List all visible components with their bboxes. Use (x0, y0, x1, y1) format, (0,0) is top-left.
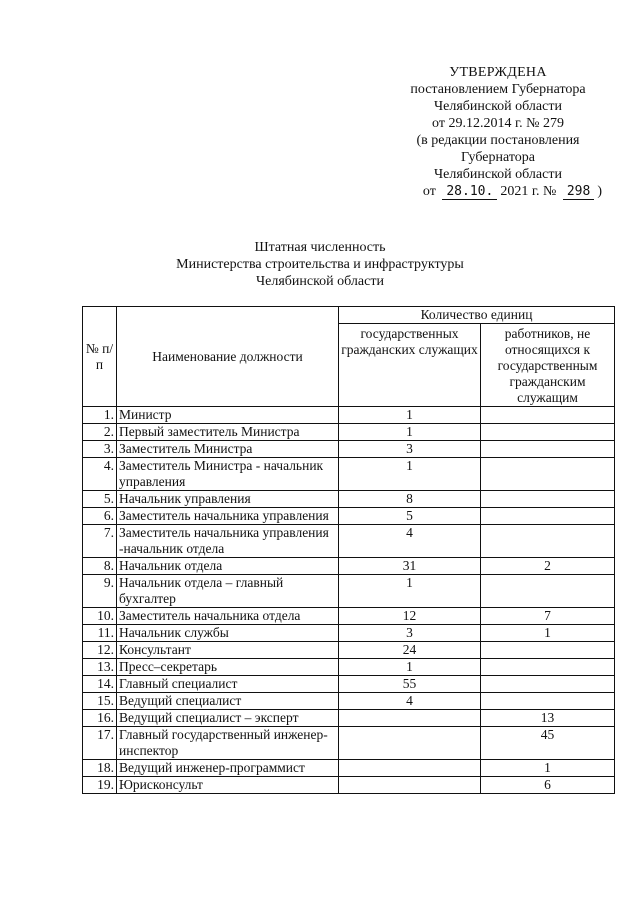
row-number: 3. (83, 441, 117, 458)
state-count: 3 (339, 441, 481, 458)
position-name: Начальник отдела – главный бухгалтер (117, 575, 339, 608)
other-count (481, 491, 615, 508)
table-row (83, 608, 615, 625)
staff-table (82, 306, 615, 794)
position-name: Пресс–секретарь (117, 659, 339, 676)
state-count: 8 (339, 491, 481, 508)
table-row (83, 407, 615, 424)
table-row (83, 642, 615, 659)
other-count (481, 659, 615, 676)
state-count: 55 (339, 676, 481, 693)
other-count (481, 407, 615, 424)
other-count: 2 (481, 558, 615, 575)
position-name: Начальник службы (117, 625, 339, 642)
title-line-1: Штатная численность (254, 240, 386, 255)
row-number: 6. (83, 508, 117, 525)
state-count (339, 777, 481, 794)
row-number: 18. (83, 760, 117, 777)
table-row (83, 710, 615, 727)
approval-line-1: постановлением Губернатора (410, 82, 586, 97)
other-count: 1 (481, 625, 615, 642)
header-row-1 (83, 307, 615, 324)
row-number: 17. (83, 727, 117, 760)
row-number: 9. (83, 575, 117, 608)
row-number: 15. (83, 693, 117, 710)
table-row (83, 693, 615, 710)
state-count: 12 (339, 608, 481, 625)
position-name: Главный государственный инженер-инспектор (117, 727, 339, 760)
header-other-employees: работников, не относящихся к государственным гражданским служащим (481, 324, 615, 407)
table-row (83, 760, 615, 777)
state-count (339, 760, 481, 777)
other-count (481, 676, 615, 693)
table-row (83, 777, 615, 794)
table-row (83, 508, 615, 525)
position-name: Первый заместитель Министра (117, 424, 339, 441)
other-count: 45 (481, 727, 615, 760)
state-count: 5 (339, 508, 481, 525)
other-count: 6 (481, 777, 615, 794)
title-line-3: Челябинской области (256, 274, 384, 289)
row-number: 10. (83, 608, 117, 625)
row-number: 5. (83, 491, 117, 508)
row-number: 19. (83, 777, 117, 794)
state-count: 1 (339, 458, 481, 491)
position-name: Заместитель Министра - начальник управления (117, 458, 339, 491)
approval-line-4: (в редакции постановления (416, 133, 580, 148)
table-row (83, 424, 615, 441)
position-name: Главный специалист (117, 676, 339, 693)
table-row (83, 558, 615, 575)
other-count: 13 (481, 710, 615, 727)
position-name: Ведущий специалист (117, 693, 339, 710)
position-name: Начальник управления (117, 491, 339, 508)
other-count (481, 525, 615, 558)
approval-line-5: Губернатора (460, 150, 536, 165)
position-name: Заместитель начальника отдела (117, 608, 339, 625)
state-count: 1 (339, 659, 481, 676)
position-name: Ведущий инженер-программист (117, 760, 339, 777)
position-name: Заместитель начальника управления (117, 508, 339, 525)
position-name: Начальник отдела (117, 558, 339, 575)
revision-date: 28.10. (442, 185, 497, 200)
header-num: № п/п (83, 307, 117, 407)
position-name: Министр (117, 407, 339, 424)
approval-line-6: Челябинской области (434, 167, 562, 182)
other-count (481, 508, 615, 525)
row-number: 11. (83, 625, 117, 642)
state-count: 24 (339, 642, 481, 659)
state-count: 4 (339, 693, 481, 710)
position-name: Заместитель Министра (117, 441, 339, 458)
state-count (339, 727, 481, 760)
approval-line-2: Челябинской области (434, 99, 562, 114)
row-number: 16. (83, 710, 117, 727)
row-number: 8. (83, 558, 117, 575)
other-count (481, 575, 615, 608)
position-name: Юрисконсульт (117, 777, 339, 794)
position-name: Консультант (117, 642, 339, 659)
other-count (481, 424, 615, 441)
state-count: 1 (339, 424, 481, 441)
state-count: 4 (339, 525, 481, 558)
table-row (83, 676, 615, 693)
state-count: 1 (339, 575, 481, 608)
close-paren: ) (597, 184, 602, 199)
table-body (83, 407, 615, 794)
revision-date-line (380, 183, 616, 200)
row-number: 14. (83, 676, 117, 693)
state-count: 31 (339, 558, 481, 575)
other-count (481, 642, 615, 659)
position-name: Ведущий специалист – эксперт (117, 710, 339, 727)
title-line-2: Министерства строительства и инфраструктуры (176, 257, 464, 272)
from-prefix: от (422, 184, 436, 199)
approval-title: УТВЕРЖДЕНА (449, 65, 547, 80)
table-row (83, 491, 615, 508)
header-name: Наименование должности (117, 307, 339, 407)
row-number: 7. (83, 525, 117, 558)
table-row (83, 575, 615, 608)
state-count: 1 (339, 407, 481, 424)
approval-block (380, 64, 616, 200)
other-count (481, 441, 615, 458)
state-count: 3 (339, 625, 481, 642)
table-row (83, 625, 615, 642)
year-suffix: 2021 г. № (500, 184, 557, 199)
other-count: 1 (481, 760, 615, 777)
row-number: 1. (83, 407, 117, 424)
table-row (83, 525, 615, 558)
document-title (120, 239, 520, 290)
table-row (83, 659, 615, 676)
approval-line-3: от 29.12.2014 г. № 279 (432, 116, 564, 131)
other-count (481, 693, 615, 710)
row-number: 13. (83, 659, 117, 676)
row-number: 2. (83, 424, 117, 441)
row-number: 4. (83, 458, 117, 491)
table-row (83, 458, 615, 491)
header-quantity: Количество единиц (339, 307, 615, 324)
state-count (339, 710, 481, 727)
table-row (83, 727, 615, 760)
table-row (83, 441, 615, 458)
other-count (481, 458, 615, 491)
other-count: 7 (481, 608, 615, 625)
header-state-employees: государственных гражданских служащих (339, 324, 481, 407)
revision-number: 298 (563, 185, 594, 200)
row-number: 12. (83, 642, 117, 659)
position-name: Заместитель начальника управления -начальник отдела (117, 525, 339, 558)
